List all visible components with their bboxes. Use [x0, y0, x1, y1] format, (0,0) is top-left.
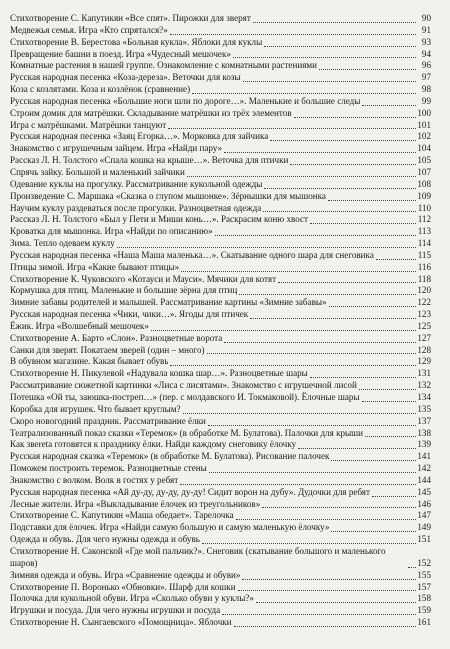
toc-entry-page: 142 [417, 463, 431, 474]
toc-entry-title: Медвежья семья. Игра «Кто спрятался?» [10, 24, 168, 35]
toc-entry-title: Санки для зверят. Покатаем зверей (один – много) [10, 344, 205, 355]
toc-entry-page: 108 [417, 178, 431, 189]
toc-entry-page: 141 [417, 451, 431, 462]
toc-entry-title: Кормушка для птиц. Маленькие и большие зёрна для птиц [10, 285, 238, 296]
toc-entry-title: Стихотворение Н. Саконской «Где мой пальчик?». Снеговик (скатывание большого и маленького шаров) [10, 545, 386, 568]
toc-entry-title: Коробка для игрушек. Что бывает круглым? [10, 403, 181, 414]
toc-entry-page: 149 [417, 522, 431, 533]
dot-leader [256, 602, 416, 603]
toc-entry-page: 152 [417, 557, 431, 568]
toc-entry-title: Превращение башни в поезд. Игра «Чудесный мешочек» [10, 48, 231, 59]
toc-entry-title: Стихотворение Н. Сынгаевского «Помощница». Яблочки [10, 617, 232, 628]
toc-entry [10, 451, 431, 463]
toc-entry-page: 147 [417, 510, 431, 521]
toc-entry [10, 72, 431, 84]
toc-entry-title: Театрализованный показ сказки «Теремок» (в обработке М. Булатова). Палочки для крыши [10, 427, 364, 438]
toc-entry-title: Как звereta готовятся к празднику ёлки. Найди каждому снеговику ёлочку [10, 439, 297, 450]
dot-leader [250, 318, 416, 319]
dot-leader [264, 188, 416, 189]
toc-entry [10, 226, 431, 238]
toc-entry [10, 60, 431, 72]
toc-entry-title: Знакомство с волком. Волк в гостях у ребят [10, 474, 179, 485]
dot-leader [372, 496, 416, 497]
toc-entry [10, 510, 431, 522]
toc-entry-page: 105 [417, 155, 431, 166]
dot-leader [376, 259, 416, 260]
toc-entry-title: Зима. Тепло одеваем куклу [10, 238, 115, 249]
toc-entry-title: Русская народная песенка «Заяц Егорка…». Морковка для зайчика [10, 131, 269, 142]
toc-entry-page: 158 [417, 593, 431, 604]
toc-entry-title: Стихотворение А. Барто «Слон». Разноцветные ворота [10, 332, 223, 343]
toc-entry-title: Русская народная песенка «Ай ду-ду, ду-ду, ду-ду! Сидит ворон на дубу». Дудочки для ребят [10, 486, 370, 497]
toc-entry-page: 137 [417, 415, 431, 426]
toc-entry-title: Строим домик для матрёшки. Складывание матрёшки из трёх элементов [10, 107, 292, 118]
dot-leader [181, 271, 416, 272]
toc-entry [10, 345, 431, 357]
dot-leader [208, 425, 416, 426]
toc-entry [10, 368, 431, 380]
toc-entry-title: Рассказ Л. Н. Толстого «Спала кошка на крыше…». Веточка для птички [10, 155, 289, 166]
toc-entry [10, 617, 431, 629]
toc-entry [10, 428, 431, 440]
toc-entry-title: Лесные жители. Игра «Выкладывание ёлочек из треугольников» [10, 498, 261, 509]
toc-entry-page: 134 [417, 392, 431, 402]
toc-entry-page: 135 [417, 403, 431, 414]
toc-entry-page: 139 [417, 439, 431, 450]
dot-leader [264, 46, 416, 47]
toc-entry [10, 309, 431, 321]
toc-entry [10, 131, 431, 143]
dot-leader [170, 34, 416, 35]
toc-entry-page: 159 [417, 605, 431, 616]
dot-leader [359, 389, 416, 390]
toc-entry-title: Птицы зимой. Игра «Какие бывают птицы» [10, 261, 180, 272]
toc-entry-page: 109 [417, 190, 431, 201]
toc-entry [10, 262, 431, 274]
toc-entry-title: Одежда и обувь. Для чего нужны одежда и обувь [10, 534, 200, 545]
toc-entry-title: Произведение С. Маршака «Сказка о глупом мышонке». Зёрнышки для мышонка [10, 190, 326, 201]
toc-entry-title: Русская народная песенка «Коза-дереза». Веточки для козы [10, 72, 241, 83]
toc-entry-title: Одевание куклы на прогулку. Рассматривание кукольной одежды [10, 178, 263, 189]
dot-leader [242, 579, 416, 580]
toc-entry [10, 49, 431, 61]
toc-entry-page: 90 [421, 13, 431, 23]
toc-entry [10, 214, 431, 226]
toc-entry-title: Зимние забавы родителей и малышей. Рассматривание картины «Зимние забавы» [10, 297, 327, 308]
toc-entry [10, 522, 431, 534]
toc-entry-title: Потешка «Ой ты, заюшка-постреп…» (пер. с молдавского И. Токмаковой). Ёлочные шары [10, 392, 360, 402]
dot-leader [243, 81, 416, 82]
dot-leader [192, 93, 416, 94]
toc-entry [10, 84, 431, 96]
toc-entry-title: Рассматривание сюжетной картинки «Лиса с лисятами». Знакомство с игрушечной лисой [10, 380, 357, 391]
dot-leader [170, 365, 416, 366]
toc-entry-title: Знакомство с игрушечным зайцем. Игра «Найди пару» [10, 143, 223, 154]
toc-entry [10, 274, 431, 286]
toc-entry-title: Игра с матрёшками. Матрёшки танцуют [10, 119, 167, 130]
toc-entry [10, 108, 431, 120]
toc-entry-title: Научим куклу раздеваться после прогулки. Разноцветная одежда [10, 202, 262, 213]
dot-leader [215, 235, 416, 236]
toc-entry-page: 96 [421, 60, 431, 71]
dot-leader [298, 448, 416, 449]
toc-entry [10, 120, 431, 132]
dot-leader [233, 57, 416, 58]
dot-leader [362, 401, 416, 402]
toc-entry-title: Коза с козлятами. Коза и козлёнок (сравнение) [10, 84, 191, 95]
toc-entry [10, 487, 431, 499]
dot-leader [209, 472, 416, 473]
toc-entry [10, 37, 431, 49]
dot-leader [168, 128, 416, 129]
toc-entry-page: 129 [417, 356, 431, 367]
toc-entry-page: 98 [421, 84, 431, 95]
toc-entry-page: 104 [417, 143, 431, 154]
toc-entry [10, 499, 431, 511]
toc-entry [10, 534, 431, 546]
dot-leader [328, 200, 416, 201]
toc-entry-page: 138 [417, 427, 431, 438]
toc-entry-page: 112 [417, 214, 431, 225]
toc-entry-title: Русская народная песенка «Большие ноги шли по дороге…». Маленькие и большие следы [10, 95, 361, 106]
toc-entry-page: 100 [417, 107, 431, 118]
toc-entry [10, 250, 431, 262]
dot-leader [187, 176, 416, 177]
dot-leader [207, 353, 416, 354]
toc-entry-title: Подставки для ёлочек. Игра «Найди самую большую и самую маленькую ёлочку» [10, 522, 330, 533]
toc-entry [10, 380, 431, 392]
toc-entry [10, 404, 431, 416]
toc-entry [10, 392, 431, 404]
toc-entry-title: Рассказ Л. Н. Толстого «Был у Пети и Миши конь…». Раскрасим коню хвост [10, 214, 309, 225]
toc-entry-page: 127 [417, 332, 431, 343]
dot-leader [365, 436, 416, 437]
toc-entry-title: Поможем построить теремок. Разноцветные стены [10, 463, 207, 474]
dot-leader [183, 413, 416, 414]
dot-leader [331, 531, 416, 532]
toc-entry-page: 151 [417, 534, 431, 545]
dot-leader [331, 460, 416, 461]
toc-entry [10, 463, 431, 475]
toc-entry [10, 13, 431, 25]
toc-entry-page: 116 [417, 261, 431, 272]
dot-leader [238, 590, 416, 591]
toc-entry-page: 161 [417, 617, 431, 628]
toc-entry-page: 102 [417, 131, 431, 142]
toc-entry [10, 475, 431, 487]
toc-entry [10, 605, 431, 617]
toc-entry-title: Русская народная сказка «Теремок» (в обработке М. Булатова). Рисование палочек [10, 451, 330, 462]
dot-leader [224, 342, 416, 343]
toc-entry-page: 145 [417, 486, 431, 497]
toc-entry [10, 546, 431, 570]
toc-entry-title: Скоро новогодний праздник. Рассматривание ёлки [10, 415, 206, 426]
toc-entry [10, 356, 431, 368]
table-of-contents [10, 13, 431, 629]
toc-entry-title: Ёжик. Игра «Волшебный мешочек» [10, 320, 149, 331]
toc-entry-page: 94 [421, 48, 431, 59]
toc-entry-title: Стихотворение П. Воронько «Обновки». Шарф для кошки [10, 581, 236, 592]
toc-entry-page: 123 [417, 309, 431, 320]
toc-entry [10, 155, 431, 167]
toc-entry-title: В обувном магазине. Какая бывает обувь [10, 356, 169, 367]
dot-leader [236, 519, 416, 520]
toc-entry-page: 132 [417, 380, 431, 391]
toc-entry-page: 120 [417, 285, 431, 296]
toc-entry-page: 97 [421, 72, 431, 83]
dot-leader [234, 626, 416, 627]
toc-entry [10, 191, 431, 203]
dot-leader [224, 152, 416, 153]
toc-entry-title: Игрушки и посуда. Для чего нужны игрушки и посуда [10, 605, 221, 616]
toc-entry-page: 122 [417, 297, 431, 308]
toc-entry-page: 99 [421, 95, 431, 106]
toc-entry-page: 155 [417, 569, 431, 580]
toc-entry-title: Спрячь зайку. Большой и маленький зайчики [10, 166, 185, 177]
dot-leader [180, 484, 416, 485]
dot-leader [253, 22, 416, 23]
toc-entry-page: 110 [417, 202, 431, 213]
toc-entry [10, 96, 431, 108]
toc-entry-page: 114 [417, 238, 431, 249]
dot-leader [310, 377, 416, 378]
toc-entry [10, 570, 431, 582]
dot-leader [319, 69, 416, 70]
dot-leader [117, 247, 416, 248]
dot-leader [310, 223, 416, 224]
toc-entry-page: 125 [417, 320, 431, 331]
toc-entry-title: Стихотворение С. Капутикян «Все спят». Пирожки для зверят [10, 13, 251, 23]
toc-entry-page: 157 [417, 581, 431, 592]
toc-entry [10, 25, 431, 37]
toc-entry-page: 93 [421, 36, 431, 47]
toc-entry-title: Комнатные растения в нашей группе. Ознакомление с комнатными растениями [10, 60, 317, 71]
dot-leader [278, 282, 416, 283]
toc-entry-page: 115 [417, 249, 431, 260]
toc-entry [10, 167, 431, 179]
toc-entry [10, 203, 431, 215]
toc-entry-title: Стихотворение С. Капутикян «Маша обедает». Тарелочка [10, 510, 234, 521]
dot-leader [270, 140, 416, 141]
toc-entry [10, 238, 431, 250]
toc-entry-title: Русская народная песенка «Чики, чики…». Ягоды для птичек [10, 309, 249, 320]
toc-entry-page: 144 [417, 474, 431, 485]
toc-entry-title: Кроватка для мышонка. Игра «Найди по описанию» [10, 226, 213, 237]
toc-entry-page: 101 [417, 119, 431, 130]
toc-entry-page: 131 [417, 368, 431, 379]
toc-entry [10, 333, 431, 345]
toc-entry [10, 285, 431, 297]
toc-entry-page: 118 [417, 273, 431, 284]
dot-leader [290, 164, 416, 165]
toc-entry-page: 113 [417, 226, 431, 237]
toc-entry-page: 107 [417, 166, 431, 177]
dot-leader [329, 306, 416, 307]
dot-leader [262, 507, 416, 508]
toc-entry-title: Стихотворение К. Чуковского «Котауси и Мауси». Мячики для котят [10, 273, 277, 284]
dot-leader [222, 614, 416, 615]
toc-entry [10, 416, 431, 428]
toc-entry-title: Русская народная песенка «Наша Маша маленька…». Скатывание одного шара для снеговика [10, 249, 374, 260]
dot-leader [362, 105, 416, 106]
toc-entry-title: Стихотворение Н. Пикулевой «Надувала кошка шар…». Разноцветные шары [10, 368, 308, 379]
toc-entry-page: 91 [421, 24, 431, 35]
toc-entry [10, 297, 431, 309]
dot-leader [202, 543, 416, 544]
dot-leader [239, 294, 416, 295]
toc-entry [10, 179, 431, 191]
dot-leader [151, 330, 416, 331]
toc-entry-title: Зимняя одежда и обувь. Игра «Сравнение одежды и обуви» [10, 569, 241, 580]
toc-entry [10, 321, 431, 333]
toc-entry [10, 593, 431, 605]
toc-entry [10, 582, 431, 594]
toc-entry [10, 143, 431, 155]
dot-leader [294, 117, 416, 118]
toc-entry-page: 146 [417, 498, 431, 509]
toc-entry-page: 128 [417, 344, 431, 355]
toc-entry-title: Полочка для кукольной обуви. Игра «Сколько обуви у куклы?» [10, 593, 254, 604]
dot-leader [263, 211, 416, 212]
dot-leader [408, 567, 416, 568]
toc-entry-title: Стихотворение В. Берестова «Больная кукла». Яблоки для куклы [10, 36, 263, 47]
toc-entry [10, 439, 431, 451]
